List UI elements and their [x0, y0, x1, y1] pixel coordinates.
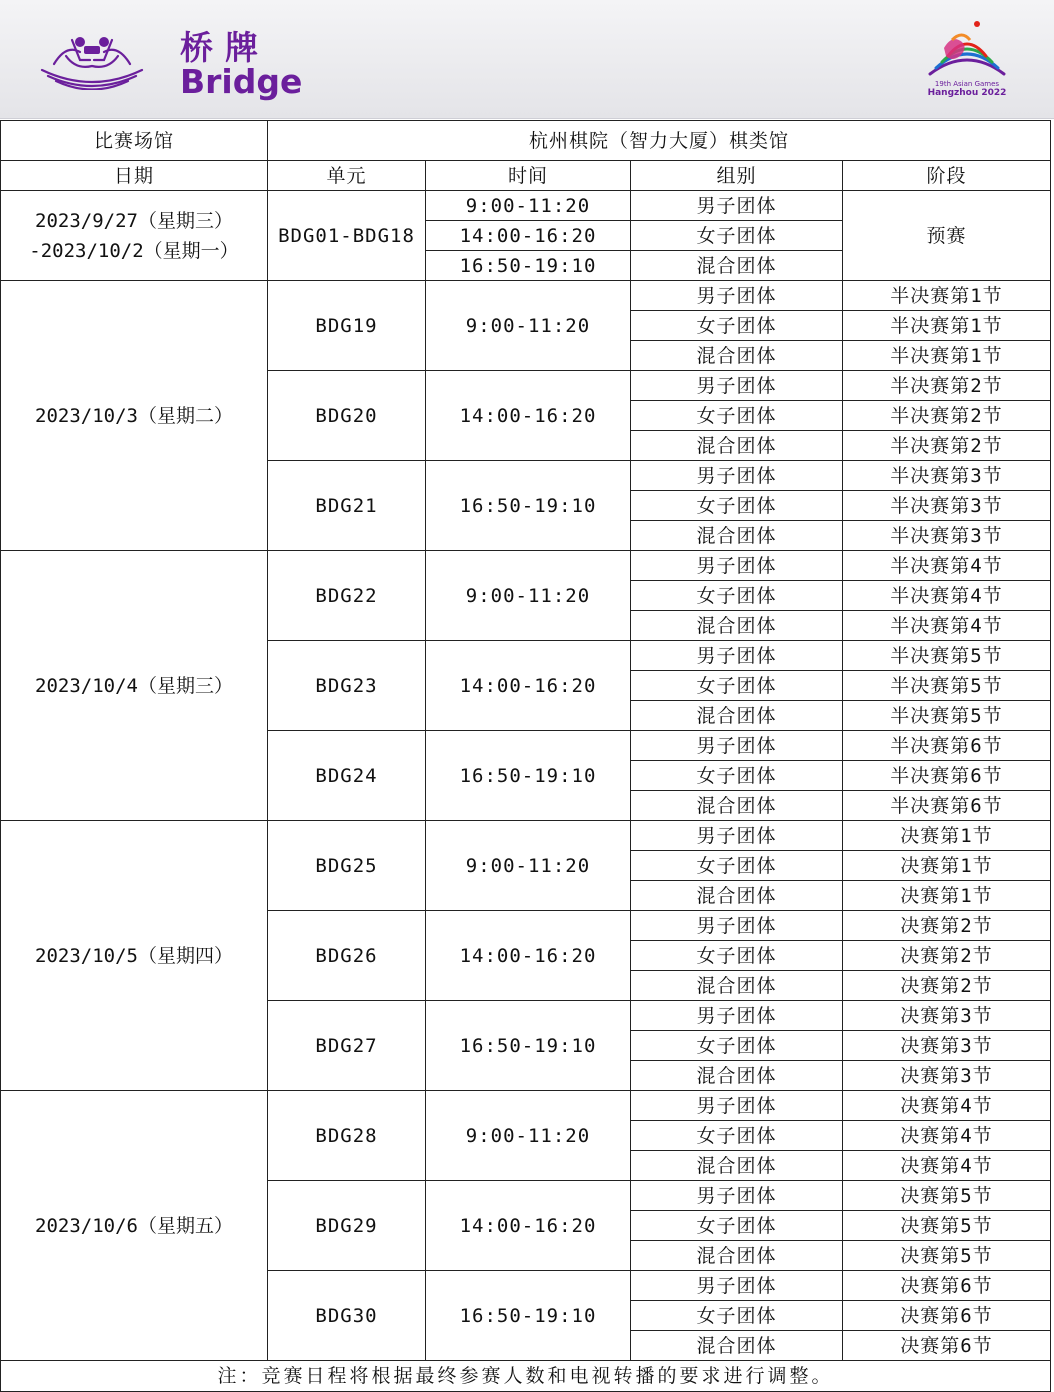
- group-cell: 混合团体: [631, 1151, 843, 1181]
- time-cell: 16:50-19:10: [426, 1001, 631, 1091]
- time-cell: 14:00-16:20: [426, 911, 631, 1001]
- unit-cell: BDG25: [268, 821, 426, 911]
- stage-cell: 半决赛第1节: [843, 341, 1051, 371]
- stage-cell: 半决赛第3节: [843, 461, 1051, 491]
- stage-cell: 决赛第5节: [843, 1211, 1051, 1241]
- time-cell: 16:50-19:10: [426, 251, 631, 281]
- stage-cell: 决赛第4节: [843, 1091, 1051, 1121]
- group-cell: 混合团体: [631, 431, 843, 461]
- stage-cell: 决赛第4节: [843, 1151, 1051, 1181]
- page-header: [0, 0, 1054, 119]
- schedule-note: 注：竞赛日程将根据最终参赛人数和电视转播的要求进行调整。: [1, 1361, 1051, 1392]
- date-range-start: 2023/9/27（星期三）: [35, 209, 233, 232]
- unit-cell: BDG26: [268, 911, 426, 1001]
- column-header-unit: 单元: [268, 161, 426, 191]
- asian-games-logo-city: Hangzhou 2022: [927, 88, 1007, 98]
- table-row: [1, 551, 1051, 581]
- time-cell: 16:50-19:10: [426, 731, 631, 821]
- stage-cell: 决赛第5节: [843, 1181, 1051, 1211]
- group-cell: 女子团体: [631, 581, 843, 611]
- note-row: [1, 1361, 1051, 1392]
- stage-cell: 决赛第1节: [843, 851, 1051, 881]
- date-cell: 2023/10/6（星期五）: [1, 1091, 268, 1361]
- table-row: [1, 821, 1051, 851]
- group-cell: 混合团体: [631, 521, 843, 551]
- unit-cell: BDG20: [268, 371, 426, 461]
- unit-cell: BDG21: [268, 461, 426, 551]
- stage-cell: 半决赛第4节: [843, 581, 1051, 611]
- group-cell: 女子团体: [631, 1301, 843, 1331]
- group-cell: 混合团体: [631, 611, 843, 641]
- group-cell: 男子团体: [631, 1001, 843, 1031]
- group-cell: 男子团体: [631, 731, 843, 761]
- time-cell: 14:00-16:20: [426, 641, 631, 731]
- group-cell: 女子团体: [631, 1031, 843, 1061]
- stage-cell: 半决赛第5节: [843, 641, 1051, 671]
- time-cell: 9:00-11:20: [426, 1091, 631, 1181]
- group-cell: 男子团体: [631, 821, 843, 851]
- stage-cell: 半决赛第6节: [843, 761, 1051, 791]
- group-cell: 混合团体: [631, 251, 843, 281]
- group-cell: 混合团体: [631, 791, 843, 821]
- unit-cell: BDG30: [268, 1271, 426, 1361]
- stage-cell: 决赛第4节: [843, 1121, 1051, 1151]
- group-cell: 女子团体: [631, 941, 843, 971]
- group-cell: 混合团体: [631, 341, 843, 371]
- unit-cell: BDG28: [268, 1091, 426, 1181]
- group-cell: 混合团体: [631, 1241, 843, 1271]
- group-cell: 女子团体: [631, 221, 843, 251]
- group-cell: 男子团体: [631, 551, 843, 581]
- page-title-chinese: 桥牌: [180, 28, 270, 67]
- stage-cell: 半决赛第1节: [843, 281, 1051, 311]
- group-cell: 男子团体: [631, 641, 843, 671]
- stage-cell: 决赛第2节: [843, 911, 1051, 941]
- time-cell: 9:00-11:20: [426, 191, 631, 221]
- venue-name: 杭州棋院（智力大厦）棋类馆: [268, 121, 1051, 161]
- page-title-english: Bridge: [180, 62, 303, 101]
- date-cell: 2023/10/5（星期四）: [1, 821, 268, 1091]
- time-cell: 14:00-16:20: [426, 221, 631, 251]
- unit-cell: BDG29: [268, 1181, 426, 1271]
- group-cell: 男子团体: [631, 371, 843, 401]
- stage-cell: 决赛第3节: [843, 1001, 1051, 1031]
- column-header-row: [1, 161, 1051, 191]
- stage-cell: 半决赛第5节: [843, 701, 1051, 731]
- group-cell: 女子团体: [631, 1121, 843, 1151]
- stage-cell: 半决赛第5节: [843, 671, 1051, 701]
- group-cell: 混合团体: [631, 1331, 843, 1361]
- group-cell: 混合团体: [631, 971, 843, 1001]
- date-cell: 2023/10/3（星期二）: [1, 281, 268, 551]
- schedule-table: [0, 120, 1051, 1392]
- group-cell: 女子团体: [631, 761, 843, 791]
- time-cell: 14:00-16:20: [426, 1181, 631, 1271]
- stage-cell: 决赛第5节: [843, 1241, 1051, 1271]
- unit-cell: BDG19: [268, 281, 426, 371]
- group-cell: 女子团体: [631, 671, 843, 701]
- group-cell: 女子团体: [631, 401, 843, 431]
- stage-cell: 半决赛第3节: [843, 521, 1051, 551]
- table-row: [1, 281, 1051, 311]
- time-cell: 14:00-16:20: [426, 371, 631, 461]
- stage-cell: 半决赛第2节: [843, 401, 1051, 431]
- stage-cell: 半决赛第6节: [843, 791, 1051, 821]
- date-cell: 2023/10/4（星期三）: [1, 551, 268, 821]
- stage-cell: 决赛第6节: [843, 1301, 1051, 1331]
- unit-cell: BDG27: [268, 1001, 426, 1091]
- stage-cell: 决赛第2节: [843, 941, 1051, 971]
- group-cell: 混合团体: [631, 1061, 843, 1091]
- stage-cell: 决赛第6节: [843, 1331, 1051, 1361]
- group-cell: 男子团体: [631, 1181, 843, 1211]
- time-cell: 16:50-19:10: [426, 461, 631, 551]
- time-cell: 9:00-11:20: [426, 821, 631, 911]
- venue-row: [1, 121, 1051, 161]
- group-cell: 女子团体: [631, 491, 843, 521]
- date-cell: [1, 191, 268, 281]
- stage-cell: 决赛第1节: [843, 821, 1051, 851]
- column-header-stage: 阶段: [843, 161, 1051, 191]
- column-header-time: 时间: [426, 161, 631, 191]
- unit-cell: BDG01-BDG18: [268, 191, 426, 281]
- column-header-date: 日期: [1, 161, 268, 191]
- group-cell: 男子团体: [631, 281, 843, 311]
- group-cell: 混合团体: [631, 701, 843, 731]
- group-cell: 男子团体: [631, 911, 843, 941]
- venue-label: 比赛场馆: [1, 121, 268, 161]
- group-cell: 男子团体: [631, 461, 843, 491]
- stage-cell: 决赛第6节: [843, 1271, 1051, 1301]
- unit-cell: BDG24: [268, 731, 426, 821]
- asian-games-logo-caption: 19th Asian Games: [934, 80, 1000, 88]
- stage-cell: 决赛第1节: [843, 881, 1051, 911]
- stage-cell: 半决赛第4节: [843, 551, 1051, 581]
- time-cell: 9:00-11:20: [426, 551, 631, 641]
- stage-cell: 半决赛第2节: [843, 371, 1051, 401]
- stage-cell: 决赛第3节: [843, 1031, 1051, 1061]
- time-cell: 16:50-19:10: [426, 1271, 631, 1361]
- stage-cell: 预赛: [843, 191, 1051, 281]
- stage-cell: 半决赛第3节: [843, 491, 1051, 521]
- stage-cell: 决赛第2节: [843, 971, 1051, 1001]
- group-cell: 男子团体: [631, 1271, 843, 1301]
- column-header-group: 组别: [631, 161, 843, 191]
- group-cell: 混合团体: [631, 881, 843, 911]
- unit-cell: BDG23: [268, 641, 426, 731]
- group-cell: 女子团体: [631, 851, 843, 881]
- table-row: [1, 191, 1051, 221]
- stage-cell: 半决赛第2节: [843, 431, 1051, 461]
- bridge-pictogram-icon: [36, 30, 148, 90]
- date-range-end: -2023/10/2（星期一）: [29, 239, 239, 262]
- group-cell: 女子团体: [631, 1211, 843, 1241]
- stage-cell: 半决赛第6节: [843, 731, 1051, 761]
- group-cell: 女子团体: [631, 311, 843, 341]
- group-cell: 男子团体: [631, 191, 843, 221]
- time-cell: 9:00-11:20: [426, 281, 631, 371]
- stage-cell: 半决赛第1节: [843, 311, 1051, 341]
- unit-cell: BDG22: [268, 551, 426, 641]
- table-row: [1, 1091, 1051, 1121]
- stage-cell: 半决赛第4节: [843, 611, 1051, 641]
- group-cell: 男子团体: [631, 1091, 843, 1121]
- stage-cell: 决赛第3节: [843, 1061, 1051, 1091]
